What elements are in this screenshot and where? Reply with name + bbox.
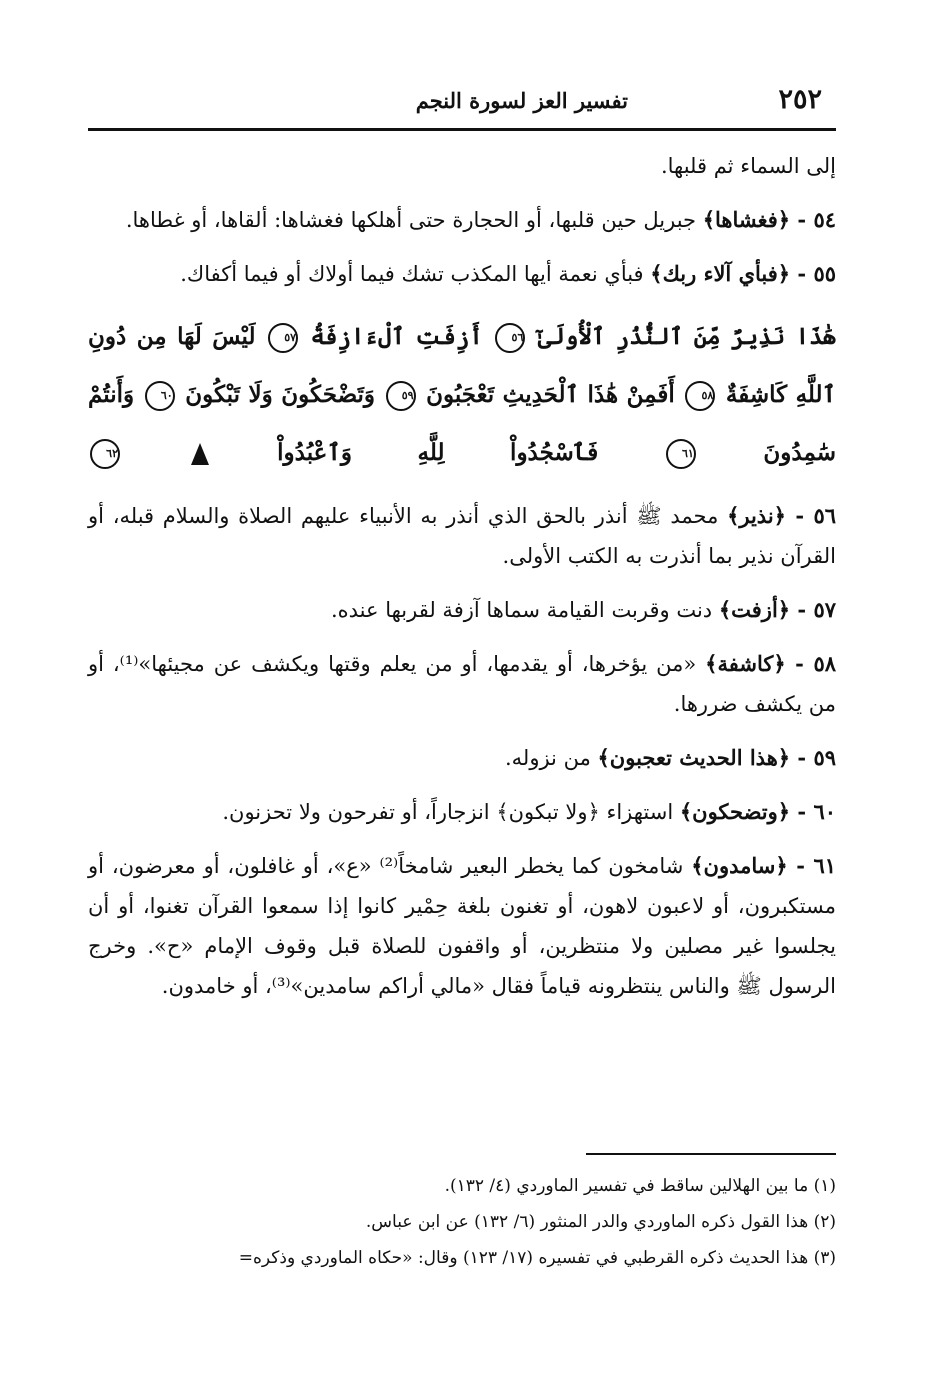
quranic-term: ﴿نذير﴾ (727, 503, 786, 528)
verse-text: وَتَضْحَكُونَ وَلَا تَبْكُونَ (185, 381, 376, 408)
paragraph-55 (88, 254, 836, 294)
quranic-term: ﴿فبأي آلاء ربك﴾ (650, 261, 791, 286)
verse-text: أَزِفَتِ ٱلْءَازِفَةُ (310, 323, 483, 350)
verse-text: لَيْسَ لَهَا مِن دُونِ ٱللَّهِ كَاشِفَةٌ (88, 323, 836, 408)
paragraph-number: ٦٠ - (790, 799, 836, 824)
footnote-2: (٢) هذا القول ذكره الماوردي والدر المنثور (٦/ ١٣٢) عن ابن عباس. (365, 1212, 836, 1232)
paragraph-number: ٥٧ - (790, 597, 836, 622)
commentary-59 (88, 738, 836, 778)
verse-text: هَٰذَا نَذِيرٌ مِّنَ ٱلنُّذُرِ ٱلْأُولَىٰٓ (537, 323, 837, 350)
paragraph-text: جبريل حين قلبها، أو الحجارة حتى أهلكها فغشاها: ألقاها، أو غطاها. (125, 208, 703, 232)
commentary-61 (88, 846, 836, 1006)
running-title: تفسير العز لسورة النجم (415, 88, 628, 113)
verse-end-marker: ٥٦ (495, 323, 525, 353)
verse-end-marker: ٦٠ (145, 381, 175, 411)
paragraph-number: ٥٦ - (785, 503, 836, 528)
quranic-term: ﴿كاشفة﴾ (705, 651, 786, 676)
commentary-60 (88, 792, 836, 832)
paragraph-54 (88, 200, 836, 240)
verse-text: فَٱسْجُدُواْ لِلَّهِ وَٱعْبُدُواْ (277, 439, 599, 466)
sajda-icon (191, 443, 209, 465)
paragraph-continuation (88, 146, 836, 186)
paragraph-number: ٥٨ - (785, 651, 836, 676)
paragraph-text: فبأي نعمة أيها المكذب تشك فيما أولاك أو فيما أكفاك. (180, 262, 651, 286)
verse-text: أَفَمِنْ هَٰذَا ٱلْحَدِيثِ تَعْجَبُونَ (426, 381, 675, 408)
footnote-3: (٣) هذا الحديث ذكره القرطبي في تفسيره (١٧/ ١٢٣) وقال: «حكاه الماوردي وذكره= (238, 1248, 836, 1268)
paragraph-text: «من يؤخرها، أو يقدمها، أو من يعلم وقتها ويكشف عن مجيئها»⁽¹⁾، أو من يكشف ضررها. (88, 652, 836, 716)
paragraph-text: شامخون كما يخطر البعير شامخاً⁽²⁾ «ع»، أو غافلون، أو معرضون، أو مستكبرون، أو لاعبون لاهون، أو تغنون بلغة حِمْير كانوا إذا سمعوا القرآن تغنوا، أو أن يجلسوا غير مصلين ولا منتظرين، أو واقفون للصلاة قبل وقوف الإمام «ح». وخرج الرسول ﷺ والناس ينتظرونه قياماً فقال «مالي أراكم سامدين»⁽³⁾، أو خامدون. (88, 854, 836, 998)
verse-end-marker: ٥٧ (268, 323, 298, 353)
paragraph-number: ٥٩ - (790, 745, 836, 770)
paragraph-text: من نزوله. (505, 746, 598, 770)
header-rule (88, 128, 836, 131)
quranic-term: ﴿هذا الحديث تعجبون﴾ (597, 745, 791, 770)
verse-end-marker: ٦١ (666, 439, 696, 469)
quranic-term: ﴿سامدون﴾ (691, 853, 788, 878)
footnotes (88, 1168, 836, 1276)
verse-end-marker: ٥٩ (386, 381, 416, 411)
quran-verse-block (88, 308, 836, 482)
paragraph-text: استهزاء ﴿ولا تبكون﴾ انزجاراً، أو تفرحون ولا تحزنون. (222, 800, 680, 824)
paragraph-text: إلى السماء ثم قلبها. (660, 154, 836, 178)
paragraph-number: ٥٥ - (790, 261, 836, 286)
verse-end-marker: ٦٢ (90, 439, 120, 469)
paragraph-number: ٥٤ - (790, 207, 836, 232)
book-page (88, 80, 836, 1330)
paragraph-text: محمد ﷺ أنذر بالحق الذي أنذر به الأنبياء عليهم الصلاة والسلام قبله، أو القرآن نذير بما أنذرت به الكتب الأولى. (88, 504, 836, 568)
verse-text: وَأَنتُمْ سَٰمِدُونَ (88, 381, 837, 466)
quranic-term: ﴿أزفت﴾ (718, 597, 791, 622)
commentary-58 (88, 644, 836, 724)
paragraph-text: دنت وقربت القيامة سماها آزفة لقربها عنده. (330, 598, 719, 622)
page-header (88, 80, 836, 120)
page-number: ٢٥٢ (778, 84, 822, 115)
verse-end-marker: ٥٨ (685, 381, 715, 411)
quranic-term: ﴿وتضحكون﴾ (679, 799, 791, 824)
footnote-1: (١) ما بين الهلالين ساقط في تفسير الماوردي (٤/ ١٣٢). (444, 1176, 836, 1196)
commentary-56 (88, 496, 836, 576)
footnote-rule (586, 1153, 836, 1155)
quranic-term: ﴿فغشاها﴾ (702, 207, 791, 232)
page-body (88, 146, 836, 1020)
commentary-57 (88, 590, 836, 630)
paragraph-number: ٦١ - (787, 853, 836, 878)
